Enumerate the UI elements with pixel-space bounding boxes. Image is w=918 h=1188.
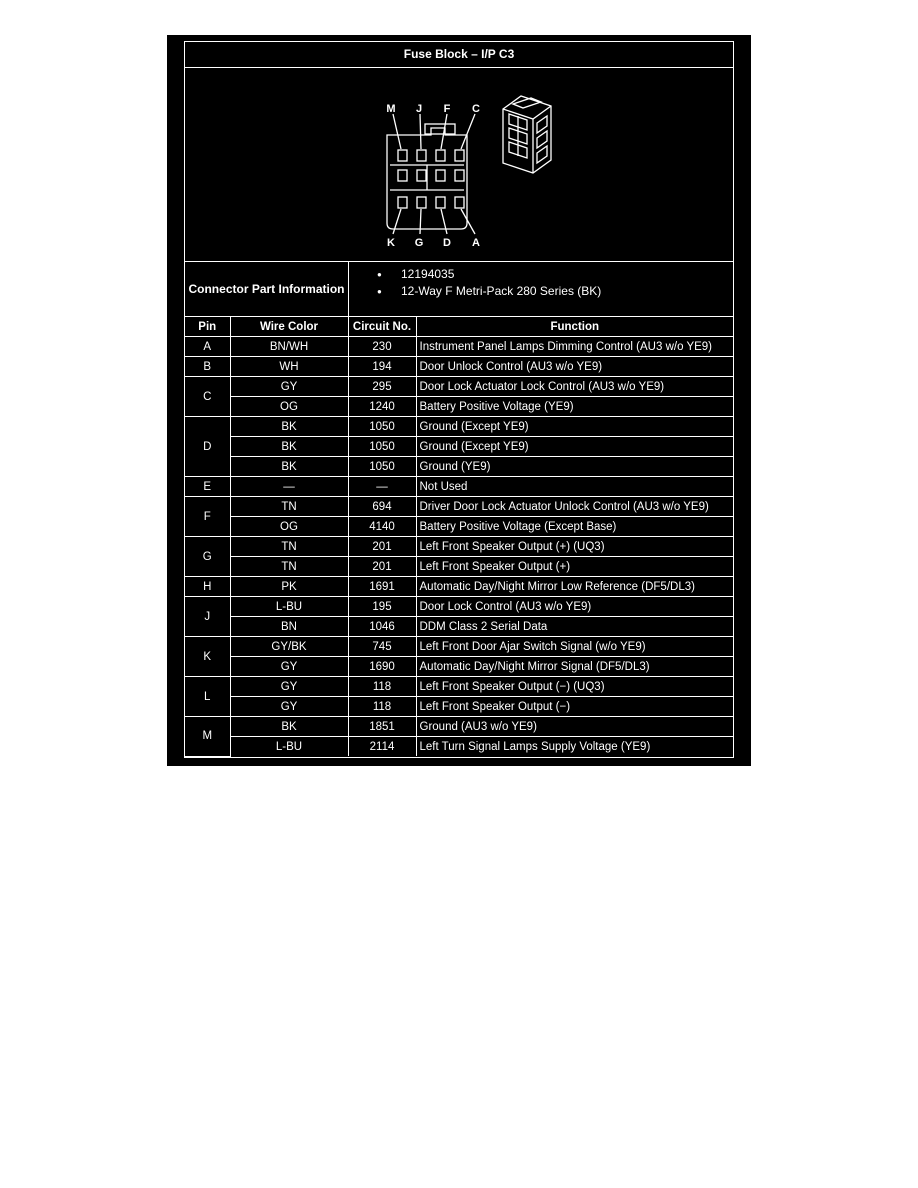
- wire-color-cell: BN: [230, 617, 348, 637]
- table-row: [185, 397, 733, 417]
- function-cell: Not Used: [416, 477, 733, 497]
- pinout-table-body: [185, 337, 733, 757]
- cavity-m: [398, 150, 407, 161]
- table-row: [185, 697, 733, 717]
- circuit-cell: 195: [348, 597, 416, 617]
- wire-color-cell: OG: [230, 397, 348, 417]
- wire-color-cell: L-BU: [230, 597, 348, 617]
- function-cell: Left Front Speaker Output (−) (UQ3): [416, 677, 733, 697]
- pinout-table: [185, 317, 733, 757]
- function-cell: Ground (YE9): [416, 457, 733, 477]
- cavity-j: [417, 150, 426, 161]
- document-sheet: [167, 35, 751, 766]
- table-row: [185, 377, 733, 397]
- function-cell: Battery Positive Voltage (Except Base): [416, 517, 733, 537]
- wire-color-cell: L-BU: [230, 737, 348, 757]
- function-cell: Instrument Panel Lamps Dimming Control (AU3 w/o YE9): [416, 337, 733, 357]
- cavity-c: [455, 150, 464, 161]
- circuit-cell: 4140: [348, 517, 416, 537]
- function-cell: Automatic Day/Night Mirror Signal (DF5/DL3): [416, 657, 733, 677]
- circuit-cell: 201: [348, 557, 416, 577]
- function-cell: Left Front Speaker Output (+) (UQ3): [416, 537, 733, 557]
- circuit-cell: 694: [348, 497, 416, 517]
- wire-color-cell: BK: [230, 457, 348, 477]
- wire-color-cell: PK: [230, 577, 348, 597]
- wire-color-cell: BK: [230, 437, 348, 457]
- cavity-h: [417, 170, 426, 181]
- table-row: [185, 517, 733, 537]
- header-pin: Pin: [185, 317, 230, 337]
- table-row: [185, 617, 733, 637]
- table-row: [185, 637, 733, 657]
- pin-label-j: J: [415, 103, 423, 115]
- wire-color-cell: TN: [230, 497, 348, 517]
- function-cell: DDM Class 2 Serial Data: [416, 617, 733, 637]
- pin-label-c: C: [472, 103, 480, 115]
- pin-cell: L: [185, 677, 230, 717]
- circuit-cell: 745: [348, 637, 416, 657]
- cavity-e: [436, 170, 445, 181]
- pin-cell: G: [185, 537, 230, 577]
- cavity-k: [398, 197, 407, 208]
- circuit-cell: 1046: [348, 617, 416, 637]
- connector-isometric-view: [503, 96, 551, 173]
- connector-table-frame: [184, 41, 734, 758]
- header-circuit-no: Circuit No.: [348, 317, 416, 337]
- circuit-cell: 295: [348, 377, 416, 397]
- function-cell: Door Lock Actuator Lock Control (AU3 w/o YE9): [416, 377, 733, 397]
- circuit-cell: 118: [348, 677, 416, 697]
- leader-f: [441, 114, 447, 149]
- wire-color-cell: BN/WH: [230, 337, 348, 357]
- function-cell: Ground (Except YE9): [416, 417, 733, 437]
- header-function: Function: [416, 317, 733, 337]
- wire-color-cell: GY/BK: [230, 637, 348, 657]
- circuit-cell: 1050: [348, 457, 416, 477]
- table-row: [185, 657, 733, 677]
- pin-cell: H: [185, 577, 230, 597]
- connector-info-label: Connector Part Information: [185, 262, 349, 316]
- leader-k: [393, 209, 401, 234]
- pin-cell: J: [185, 597, 230, 637]
- circuit-cell: 201: [348, 537, 416, 557]
- pin-label-m: M: [386, 103, 396, 115]
- leader-g: [420, 209, 421, 234]
- table-header-row: [185, 317, 733, 337]
- function-cell: Door Lock Control (AU3 w/o YE9): [416, 597, 733, 617]
- pin-cell: E: [185, 477, 230, 497]
- function-cell: Left Front Speaker Output (−): [416, 697, 733, 717]
- table-row: [185, 557, 733, 577]
- table-row: [185, 457, 733, 477]
- wire-color-cell: BK: [230, 417, 348, 437]
- pin-label-k: K: [387, 237, 395, 249]
- circuit-cell: 1691: [348, 577, 416, 597]
- connector-info-list: [349, 262, 733, 316]
- circuit-cell: —: [348, 477, 416, 497]
- function-cell: Left Front Speaker Output (+): [416, 557, 733, 577]
- wire-color-cell: TN: [230, 557, 348, 577]
- pin-label-f: F: [443, 103, 451, 115]
- pin-cell: B: [185, 357, 230, 377]
- circuit-cell: 1050: [348, 437, 416, 457]
- function-cell: Driver Door Lock Actuator Unlock Control (AU3 w/o YE9): [416, 497, 733, 517]
- header-wire-color: Wire Color: [230, 317, 348, 337]
- connector-drawing: [185, 68, 733, 261]
- wire-color-cell: TN: [230, 537, 348, 557]
- leader-d: [441, 209, 447, 234]
- circuit-cell: 2114: [348, 737, 416, 757]
- table-row: [185, 597, 733, 617]
- cavity-f: [436, 150, 445, 161]
- wire-color-cell: OG: [230, 517, 348, 537]
- page-title: Fuse Block – I/P C3: [185, 42, 733, 68]
- function-cell: Ground (Except YE9): [416, 437, 733, 457]
- pin-label-a: A: [472, 237, 480, 249]
- pin-cell: F: [185, 497, 230, 537]
- connector-info-item: ● 12-Way F Metri-Pack 280 Series (BK): [349, 283, 733, 300]
- wire-color-cell: GY: [230, 677, 348, 697]
- leader-m: [393, 114, 401, 149]
- function-cell: Battery Positive Voltage (YE9): [416, 397, 733, 417]
- table-row: [185, 737, 733, 757]
- pin-cell: M: [185, 717, 230, 757]
- table-row: [185, 477, 733, 497]
- cavity-b: [455, 170, 464, 181]
- circuit-cell: 194: [348, 357, 416, 377]
- wire-color-cell: GY: [230, 657, 348, 677]
- function-cell: Door Unlock Control (AU3 w/o YE9): [416, 357, 733, 377]
- function-cell: Automatic Day/Night Mirror Low Reference (DF5/DL3): [416, 577, 733, 597]
- table-row: [185, 417, 733, 437]
- pin-label-g: G: [414, 237, 424, 249]
- cavity-a: [455, 197, 464, 208]
- pin-cell: A: [185, 337, 230, 357]
- cavity-l: [398, 170, 407, 181]
- leader-j: [420, 114, 421, 149]
- wire-color-cell: BK: [230, 717, 348, 737]
- table-row: [185, 717, 733, 737]
- table-row: [185, 497, 733, 517]
- circuit-cell: 1851: [348, 717, 416, 737]
- pin-label-d: D: [443, 237, 451, 249]
- table-row: [185, 437, 733, 457]
- circuit-cell: 1050: [348, 417, 416, 437]
- function-cell: Left Turn Signal Lamps Supply Voltage (YE9): [416, 737, 733, 757]
- wire-color-cell: GY: [230, 697, 348, 717]
- wire-color-cell: WH: [230, 357, 348, 377]
- leader-c: [461, 114, 475, 149]
- leader-a: [461, 209, 475, 234]
- connector-info-item: ● 12194035: [349, 266, 733, 283]
- function-cell: Ground (AU3 w/o YE9): [416, 717, 733, 737]
- table-row: [185, 337, 733, 357]
- table-row: [185, 357, 733, 377]
- wire-color-cell: —: [230, 477, 348, 497]
- connector-part-info: [185, 262, 733, 317]
- circuit-cell: 230: [348, 337, 416, 357]
- table-row: [185, 577, 733, 597]
- circuit-cell: 1240: [348, 397, 416, 417]
- function-cell: Left Front Door Ajar Switch Signal (w/o YE9): [416, 637, 733, 657]
- cavity-g: [417, 197, 426, 208]
- pin-cell: C: [185, 377, 230, 417]
- pin-cell: D: [185, 417, 230, 477]
- circuit-cell: 1690: [348, 657, 416, 677]
- cavity-d: [436, 197, 445, 208]
- connector-latch: [425, 124, 455, 134]
- circuit-cell: 118: [348, 697, 416, 717]
- table-row: [185, 677, 733, 697]
- pin-cell: K: [185, 637, 230, 677]
- table-row: [185, 537, 733, 557]
- connector-diagram: [185, 68, 733, 262]
- wire-color-cell: GY: [230, 377, 348, 397]
